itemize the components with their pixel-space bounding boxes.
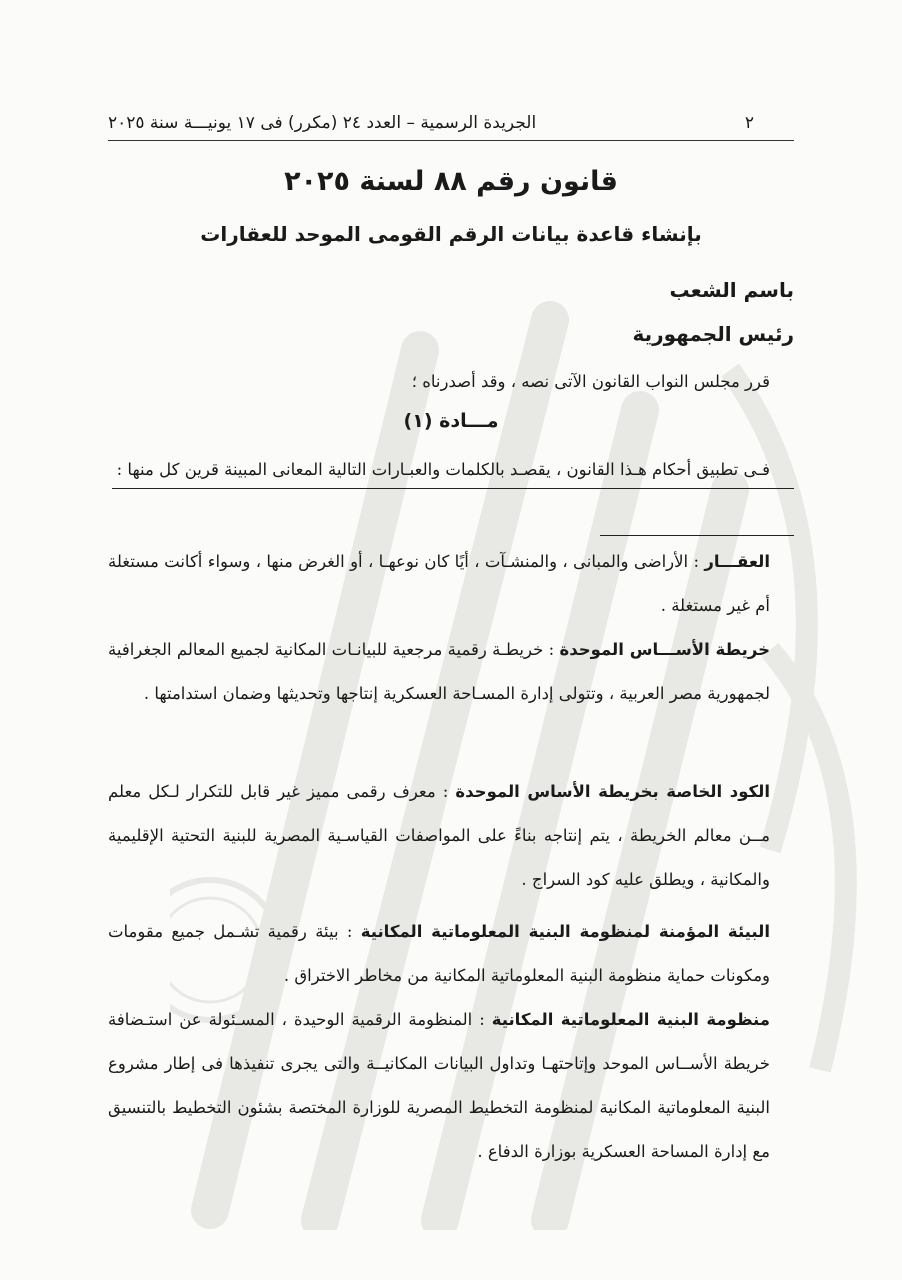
- definition-term: الكود الخاصة بخريطة الأساس الموحدة: [455, 782, 770, 801]
- definition-3: [108, 770, 770, 902]
- article-intro: فـى تطبيق أحكام هـذا القانون ، يقصـد بالكلمات والعبـارات التالية المعانى المبينة قرين كل منها :: [116, 460, 770, 479]
- president-heading: رئيس الجمهورية: [632, 322, 794, 346]
- definition-text: : بيئة رقمية تشـمل جميع مقومات ومكونات حماية منظومة البنية المعلوماتية المكانية من مخاطر الاختراق .: [108, 922, 770, 985]
- definition-text: : الأراضى والمبانى ، والمنشـآت ، أيًا كان نوعهـا ، أو الغرض منها ، وسواء أكانت مستغلة أم غير مستغلة .: [108, 552, 770, 615]
- definition-term: العقـــار: [704, 552, 770, 571]
- definition-4: [108, 910, 770, 998]
- article-heading: مـــادة (١): [403, 410, 499, 432]
- law-subtitle: بإنشاء قاعدة بيانات الرقم القومى الموحد للعقارات: [200, 222, 702, 246]
- definition-term: خريطة الأســـاس الموحدة: [559, 640, 770, 659]
- definition-text: : المنظومة الرقمية الوحيدة ، المسـئولة عن استـضافة خريطة الأســاس الموحد وإتاحتهـا وتداول البيانات المكانيــة والتى يجرى تنفيذها فى إطار مشروع البنية المعلوماتية المكانية لمنظومة التخطيط المصرية للوزارة المختصة بشئون التخطيط بالتنسيق مع إدارة المساحة العسكرية بوزارة الدفاع .: [108, 1010, 770, 1161]
- header-divider: [108, 140, 794, 141]
- decree-text: قرر مجلس النواب القانون الآتى نصه ، وقد أصدرناه ؛: [411, 372, 770, 391]
- underline-mark-2: [600, 535, 794, 536]
- definition-term: البيئة المؤمنة لمنظومة البنية المعلوماتية المكانية: [360, 922, 770, 941]
- gazette-header: [108, 106, 754, 140]
- definition-term: منظومة البنية المعلوماتية المكانية: [491, 1010, 770, 1029]
- definition-1: [108, 540, 770, 628]
- definition-5: [108, 998, 770, 1174]
- publication-info: الجريدة الرسمية – العدد ٢٤ (مكرر) فى ١٧ يونيـــة سنة ٢٠٢٥: [108, 113, 537, 133]
- definition-2: [108, 628, 770, 716]
- in-name-of-people: باسم الشعب: [669, 278, 794, 302]
- law-title: قانون رقم ٨٨ لسنة ٢٠٢٥: [284, 166, 618, 197]
- definition-text: : معرف رقمى مميز غير قابل للتكرار لـكل معلم مــن معالم الخريطة ، يتم إنتاجه بناءً على المواصفات القياسـية المصرية للبنية التحتية الإقليمية والمكانية ، ويطلق عليه كود السراج .: [108, 782, 770, 889]
- definition-text: : خريطـة رقمية مرجعية للبيانـات المكانية لجميع المعالم الجغرافية لجمهورية مصر العربية ، وتتولى إدارة المسـاحة العسكرية إنتاجها وتحديثها وضمان استدامتها .: [108, 640, 770, 703]
- page-number: ٢: [744, 113, 754, 133]
- underline-mark: [112, 488, 794, 489]
